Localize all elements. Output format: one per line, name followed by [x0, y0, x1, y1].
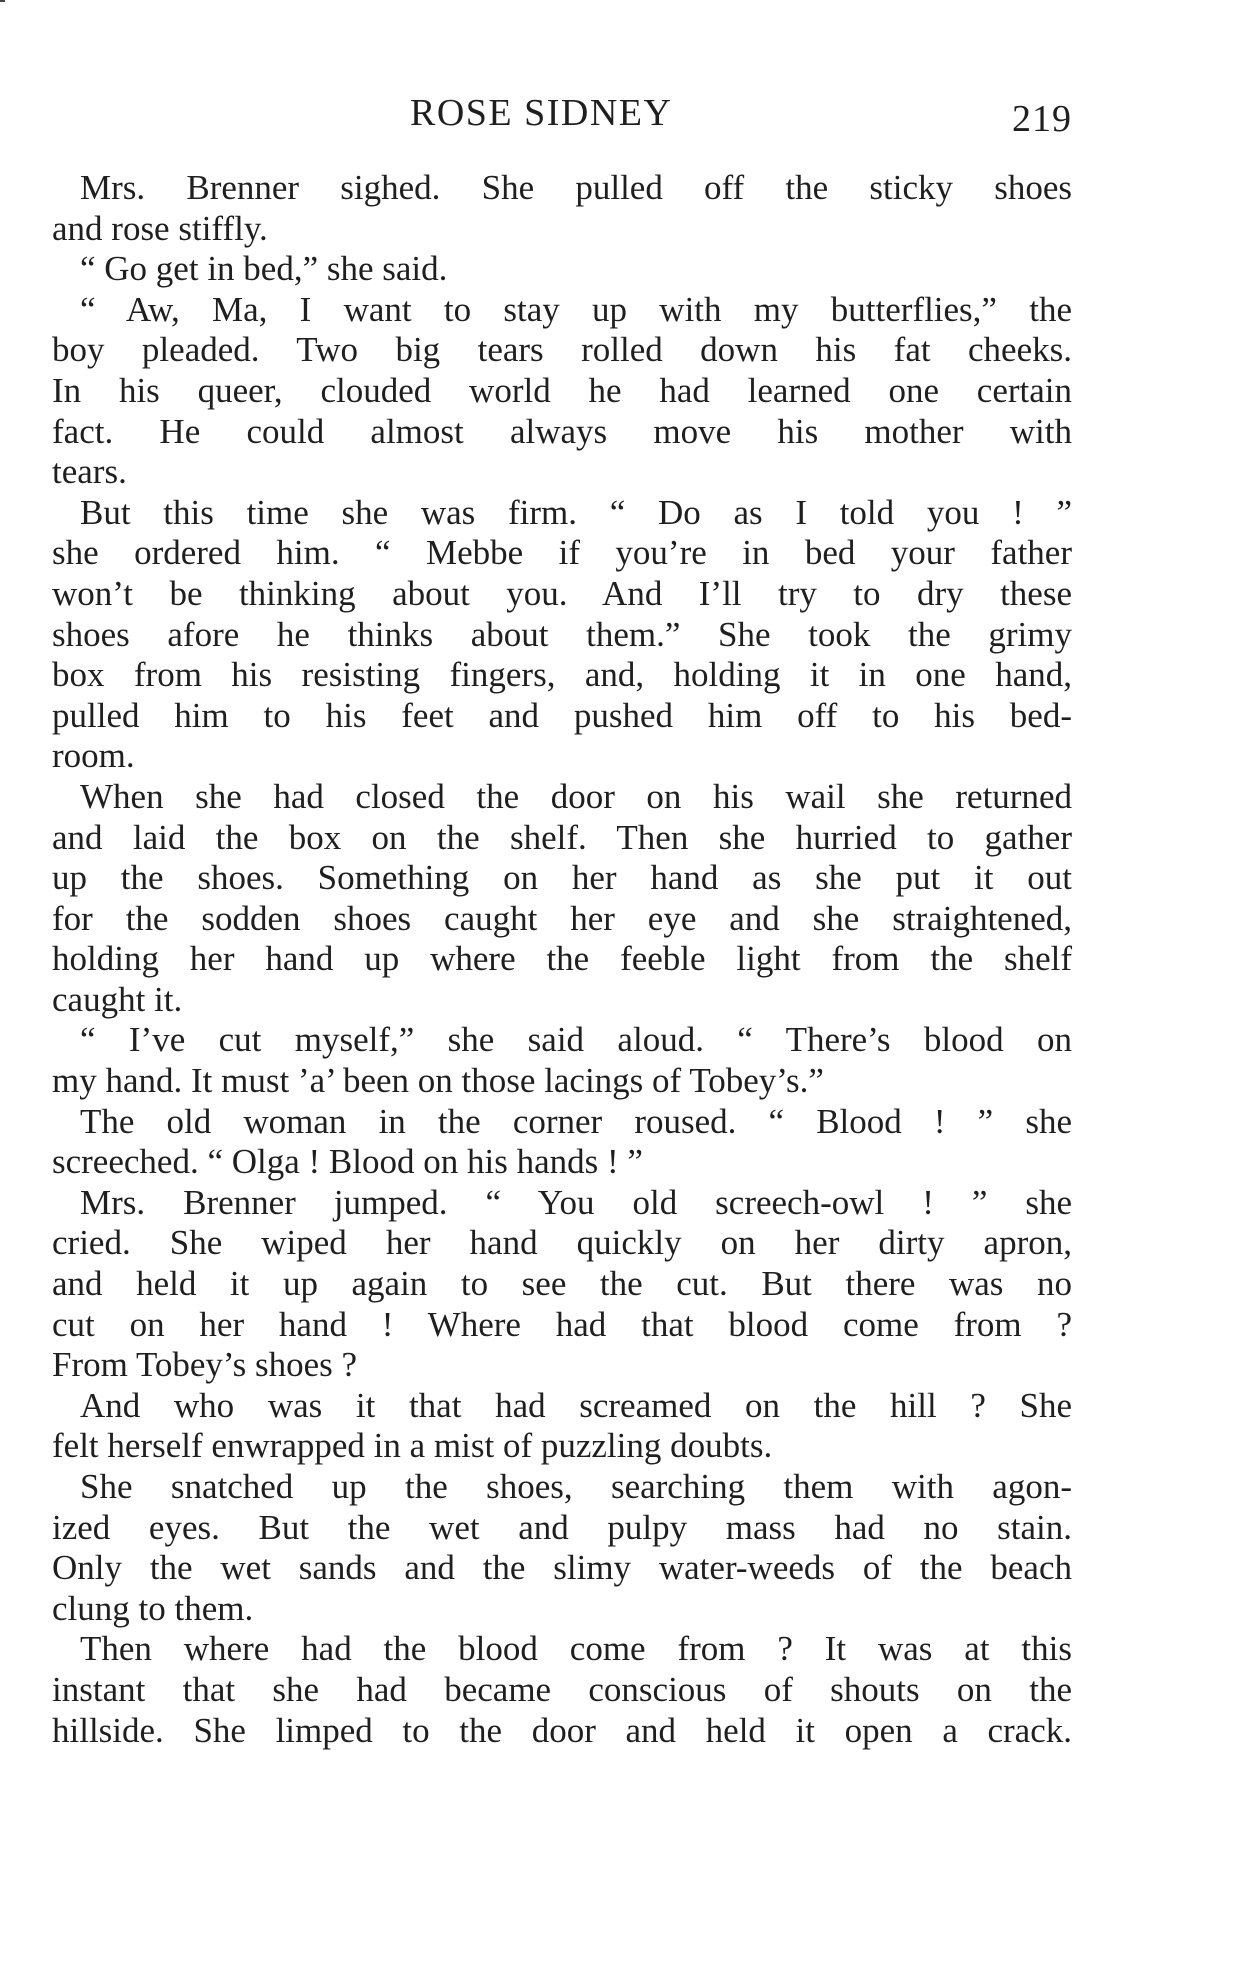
text-line: and rose stiffly. — [52, 208, 268, 248]
text-line: ized eyes. But the wet and pulpy mass had no stain. — [52, 1507, 1072, 1547]
text-line: tears. — [52, 452, 127, 492]
text-line: and laid the box on the shelf. Then she hurried to gather — [52, 817, 1072, 857]
text-line: fact. He could almost always move his mother with — [52, 411, 1072, 451]
text-line: From Tobey’s shoes ? — [52, 1345, 358, 1385]
text-line: caught it. — [52, 979, 183, 1019]
text-line: “ Go get in bed,” she said. — [80, 249, 448, 289]
text-line: Only the wet sands and the slimy water-weeds of the beach — [52, 1548, 1072, 1588]
text-line: hillside. She limped to the door and held it open a crack. — [52, 1710, 1072, 1750]
text-line: and held it up again to see the cut. But there was no — [52, 1264, 1072, 1304]
text-line: But this time she was firm. “ Do as I told you ! ” — [80, 492, 1072, 532]
scan-corner-mark — [0, 0, 5, 2]
text-line: She snatched up the shoes, searching them with agon- — [80, 1467, 1072, 1506]
text-line: And who was it that had screamed on the hill ? She — [80, 1385, 1072, 1425]
text-line: shoes afore he thinks about them.” She took the grimy — [52, 614, 1072, 654]
running-head — [0, 88, 1249, 138]
text-line: felt herself enwrapped in a mist of puzzling doubts. — [52, 1426, 773, 1466]
text-line: cut on her hand ! Where had that blood come from ? — [52, 1304, 1072, 1344]
text-line: When she had closed the door on his wail she returned — [80, 776, 1072, 816]
text-line: my hand. It must ’a’ been on those lacings of Tobey’s.” — [52, 1061, 824, 1101]
page-number: 219 — [1012, 98, 1072, 140]
text-line: holding her hand up where the feeble light from the shelf — [52, 939, 1072, 979]
text-line: clung to them. — [52, 1588, 254, 1628]
text-line: box from his resisting fingers, and, holding it in one hand, — [52, 655, 1072, 695]
text-line: pulled him to his feet and pushed him off to his bed- — [52, 695, 1072, 735]
text-line: won’t be thinking about you. And I’ll try to dry these — [52, 573, 1072, 613]
text-line: room. — [52, 736, 135, 776]
text-line: she ordered him. “ Mebbe if you’re in bed your father — [52, 533, 1072, 573]
text-line: instant that she had became conscious of shouts on the — [52, 1669, 1072, 1709]
text-line: Mrs. Brenner sighed. She pulled off the sticky shoes — [80, 168, 1072, 207]
text-line: The old woman in the corner roused. “ Blood ! ” she — [80, 1101, 1072, 1141]
text-line: cried. She wiped her hand quickly on her dirty apron, — [52, 1223, 1072, 1263]
running-title: ROSE SIDNEY — [410, 92, 673, 134]
text-line: up the shoes. Something on her hand as she put it out — [52, 858, 1072, 898]
text-line: Then where had the blood come from ? It was at this — [80, 1629, 1072, 1669]
text-line: boy pleaded. Two big tears rolled down his fat cheeks. — [52, 330, 1072, 370]
text-line: “ I’ve cut myself,” she said aloud. “ There’s blood on — [80, 1020, 1072, 1060]
text-line: for the sodden shoes caught her eye and she straightened, — [52, 898, 1072, 938]
text-line: screeched. “ Olga ! Blood on his hands ! ” — [52, 1142, 643, 1182]
text-line: “ Aw, Ma, I want to stay up with my butterflies,” the — [80, 289, 1072, 329]
text-line: Mrs. Brenner jumped. “ You old screech-owl ! ” she — [80, 1182, 1072, 1222]
body-text — [52, 168, 1072, 1751]
text-line: In his queer, clouded world he had learned one certain — [52, 370, 1072, 410]
